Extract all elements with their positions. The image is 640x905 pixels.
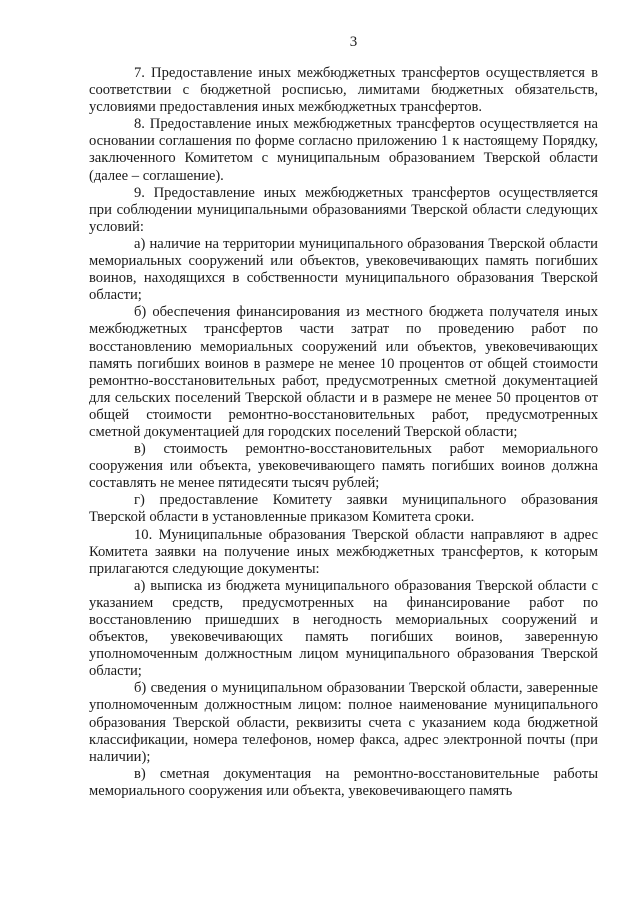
paragraph-8: 8. Предоставление иных межбюджетных трансфертов осуществляется на основании соглашения по форме согласно приложению 1 к настоящему Порядку, заключенного Комитетом с муниципальным образованием Тверской области (далее – соглашение). — [89, 116, 598, 184]
paragraph-10-b: б) сведения о муниципальном образовании Тверской области, заверенные уполномоченным должностным лицом: полное наименование муниципального образования Тверской области, реквизиты счета с указанием кода бюджетной классификации, номера телефонов, номер факса, адрес электронной почты (при наличии); — [89, 680, 598, 765]
paragraph-10-a: а) выписка из бюджета муниципального образования Тверской области с указанием средств, предусмотренных на финансирование работ по восстановлению пришедших в негодность мемориальных сооружений и объектов, увековечивающих память погибших воинов, заверенную уполномоченным должностным лицом муниципального образования Тверской области; — [89, 577, 598, 680]
paragraph-9-b: б) обеспечения финансирования из местного бюджета получателя иных межбюджетных трансфертов части затрат по проведению работ по восстановлению мемориальных сооружений или объектов, увековечивающих память погибших воинов в размере не менее 10 процентов от общей стоимости ремонтно-восстановительных работ, предусмотренных сметной документацией для сельских поселений Тверской области и в размере не менее 50 процентов от общей стоимости ремонтно-восстановительных работ, предусмотренных сметной документацией для городских поселений Тверской области; — [89, 304, 598, 440]
paragraph-10-v: в) сметная документация на ремонтно-восстановительные работы мемориального сооружения или объекта, увековечивающего память — [89, 765, 598, 799]
paragraph-10: 10. Муниципальные образования Тверской области направляют в адрес Комитета заявки на получение иных межбюджетных трансфертов, к которым прилагаются следующие документы: — [89, 526, 598, 577]
paragraph-9-g: г) предоставление Комитету заявки муниципального образования Тверской области в установленные приказом Комитета сроки. — [89, 492, 598, 526]
paragraph-7: 7. Предоставление иных межбюджетных трансфертов осуществляется в соответствии с бюджетной росписью, лимитами бюджетных обязательств, условиями предоставления иных межбюджетных трансфертов. — [89, 65, 598, 116]
document-body — [89, 65, 598, 800]
paragraph-9-v: в) стоимость ремонтно-восстановительных работ мемориального сооружения или объекта, увековечивающего память погибших воинов должна составлять не менее пятидесяти тысяч рублей; — [89, 441, 598, 492]
page-number: 3 — [349, 34, 358, 50]
paragraph-9: 9. Предоставление иных межбюджетных трансфертов осуществляется при соблюдении муниципальными образованиями Тверской области следующих условий: — [89, 184, 598, 235]
paragraph-9-a: а) наличие на территории муниципального образования Тверской области мемориальных сооружений или объектов, увековечивающих память погибших воинов, находящихся в собственности муниципального образования Тверской области; — [89, 235, 598, 304]
